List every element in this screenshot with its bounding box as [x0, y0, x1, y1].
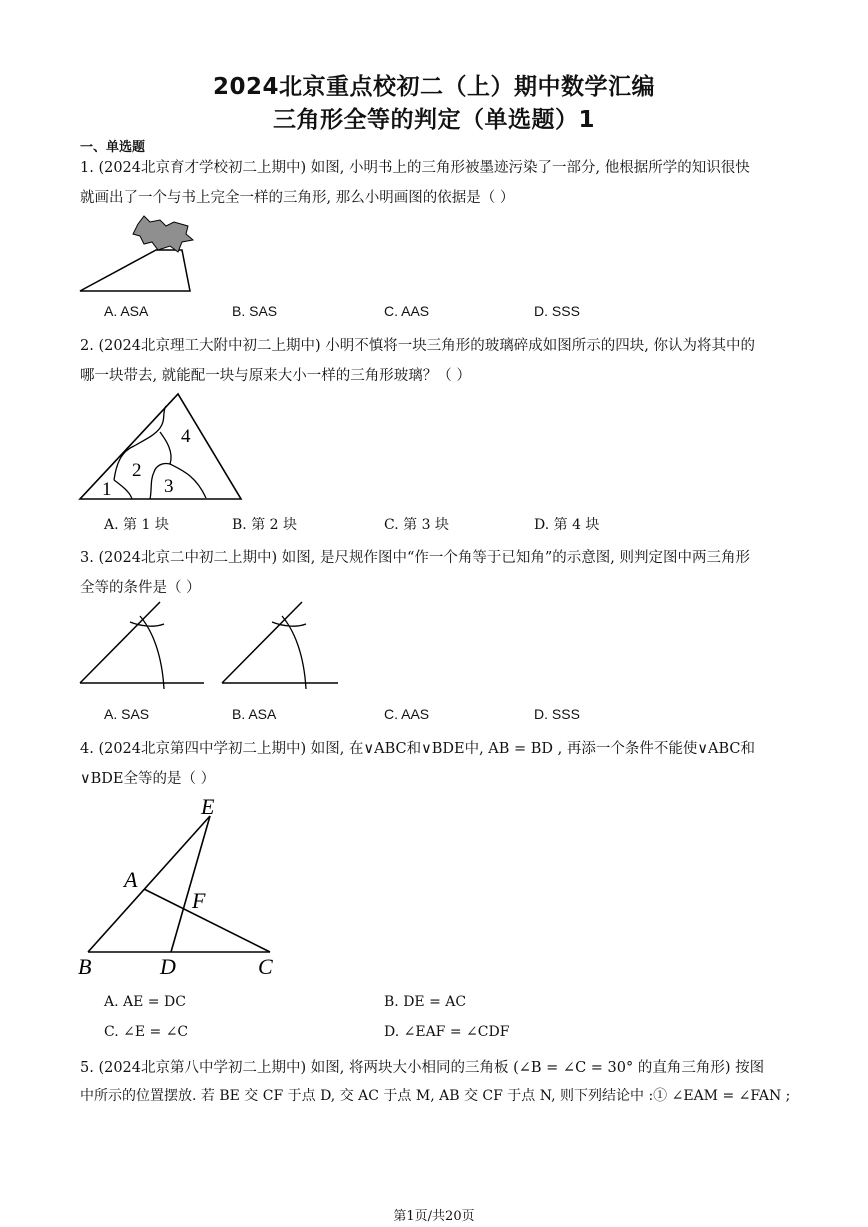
point-label-c: C — [258, 954, 273, 979]
piece-label-3: 3 — [164, 476, 174, 497]
question-1-figure — [78, 212, 198, 294]
q2-option-d[interactable]: D. 第 4 块 — [534, 517, 600, 533]
question-4-text-line1: 4. (2024北京第四中学初二上期中) 如图, 在∨ABC和∨BDE中, AB = BD , 再添一个条件不能使∨ABC和 — [80, 741, 755, 757]
point-label-f: F — [192, 888, 206, 913]
q3-option-b[interactable]: B. ASA — [232, 706, 277, 722]
q3-option-a[interactable]: A. SAS — [104, 706, 150, 722]
q1-option-c[interactable]: C. AAS — [384, 303, 430, 319]
section-heading: 一、单选题 — [80, 140, 146, 155]
page-subtitle: 三角形全等的判定（单选题）1 — [272, 107, 595, 133]
q4-option-c[interactable]: C. ∠E = ∠C — [104, 1024, 189, 1040]
q2-option-a[interactable]: A. 第 1 块 — [104, 517, 169, 533]
piece-label-4: 4 — [181, 426, 191, 447]
q2-option-b[interactable]: B. 第 2 块 — [232, 517, 297, 533]
q3-option-c[interactable]: C. AAS — [384, 706, 430, 722]
page-title: 2024北京重点校初二（上）期中数学汇编 — [212, 74, 655, 100]
question-5-text-line1: 5. (2024北京第八中学初二上期中) 如图, 将两块大小相同的三角板 (∠B = ∠C = 30° 的直角三角形) 按图 — [80, 1060, 765, 1076]
question-1-text-line1: 1. (2024北京育才学校初二上期中) 如图, 小明书上的三角形被墨迹污染了一部分, 他根据所学的知识很快 — [80, 160, 750, 176]
q2-option-c[interactable]: C. 第 3 块 — [384, 517, 449, 533]
piece-label-2: 2 — [132, 460, 142, 481]
question-3-text-line1: 3. (2024北京二中初二上期中) 如图, 是尺规作图中“作一个角等于已知角”的示意图, 则判定图中两三角形 — [80, 550, 751, 566]
page-footer: 第1页/共20页 — [393, 1209, 475, 1224]
point-label-b: B — [78, 954, 92, 979]
question-3-figure-left — [78, 600, 208, 692]
question-3-figure-right — [220, 600, 350, 692]
question-5-text-line2: 中所示的位置摆放. 若 BE 交 CF 于点 D, 交 AC 于点 M, AB 交 CF 于点 N, 则下列结论中 :① ∠EAM = ∠FAN ; — [80, 1088, 791, 1104]
question-4-text-line2: ∨BDE全等的是（ ） — [80, 771, 216, 787]
q1-option-d[interactable]: D. SSS — [534, 303, 580, 319]
point-label-e: E — [201, 794, 215, 819]
question-2-text-line1: 2. (2024北京理工大附中初二上期中) 小明不慎将一块三角形的玻璃碎成如图所示的四块, 你认为将其中的 — [80, 338, 755, 354]
q4-option-d[interactable]: D. ∠EAF = ∠CDF — [384, 1024, 510, 1040]
q4-option-b[interactable]: B. DE = AC — [384, 994, 467, 1010]
question-2-text-line2: 哪一块带去, 就能配一块与原来大小一样的三角形玻璃？（ ） — [80, 368, 471, 384]
point-label-a: A — [124, 867, 138, 892]
question-4-figure — [74, 796, 284, 980]
q3-option-d[interactable]: D. SSS — [534, 706, 580, 722]
q4-option-a[interactable]: A. AE = DC — [104, 994, 186, 1010]
question-2-figure — [78, 392, 244, 502]
point-label-d: D — [160, 954, 176, 979]
q1-option-a[interactable]: A. ASA — [104, 303, 149, 319]
question-3-text-line2: 全等的条件是（ ） — [80, 580, 201, 596]
piece-label-1: 1 — [102, 479, 112, 500]
question-1-text-line2: 就画出了一个与书上完全一样的三角形, 那么小明画图的依据是（ ） — [80, 190, 515, 206]
q1-option-b[interactable]: B. SAS — [232, 303, 278, 319]
